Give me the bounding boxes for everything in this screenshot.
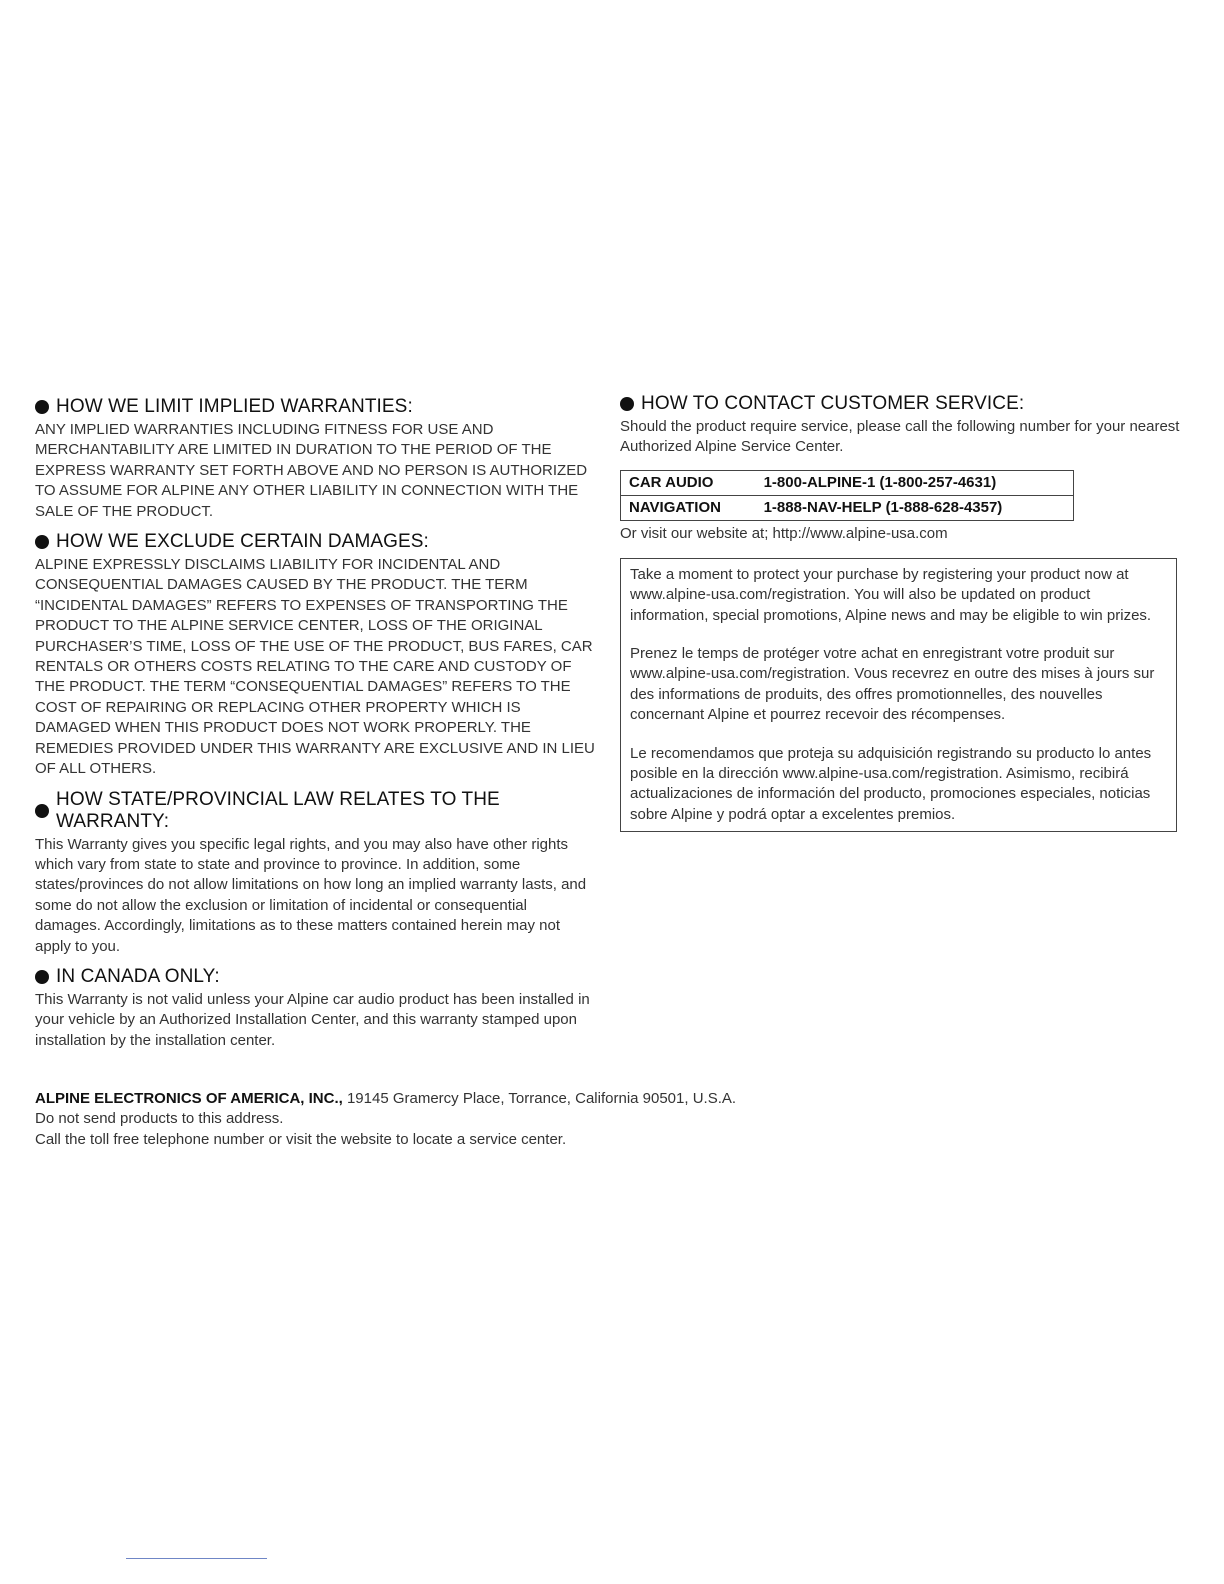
registration-spanish: Le recomendamos que proteja su adquisición registrando su producto lo antes posible en la dirección www.alpine-usa.com/registration. Asimismo, recibirá actualizaciones de información del producto, promociones especiales, noticias sobre Alpine y podrá optar a excelentes premios. — [630, 744, 1152, 823]
section-heading — [620, 393, 1180, 415]
canada-only-body: This Warranty is not valid unless your Alpine car audio product has been installed in your vehicle by an Authorized Installation Center, and this warranty stamped upon installation by the installation center. — [35, 990, 590, 1049]
contact-label: NAVIGATION — [621, 495, 756, 520]
footer — [35, 1089, 935, 1150]
registration-english: Take a moment to protect your purchase by registering your product now at www.alpine-usa.com/registration. You will also be updated on product information, special promotions, Alpine news and may be eligible to win prizes. — [630, 565, 1152, 624]
contact-number: 1-888-NAV-HELP (1-888-628-4357) — [756, 495, 1074, 520]
footer-note: Do not send products to this address. — [35, 1110, 284, 1128]
bullet-icon — [620, 397, 634, 411]
right-column — [620, 393, 1180, 832]
state-law-body: This Warranty gives you specific legal rights, and you may also have other rights which vary from state to state and province to province. In addition, some states/provinces do not allow limitations on how long an implied warranty lasts, and some do not allow the exclusion or limitation of incidental or consequential damages. Accordingly, limitations as to these matters contained herein may not apply to you. — [35, 835, 587, 955]
bullet-icon — [35, 970, 49, 984]
contact-number: 1-800-ALPINE-1 (1-800-257-4631) — [763, 474, 997, 492]
section-heading — [35, 396, 595, 418]
implied-warranties-heading: HOW WE LIMIT IMPLIED WARRANTIES: — [56, 396, 413, 417]
customer-service-intro: Should the product require service, please call the following number for your nearest Authorized Alpine Service Center. — [620, 418, 1180, 456]
contact-table — [620, 470, 1074, 521]
company-name: ALPINE ELECTRONICS OF AMERICA, INC., — [35, 1090, 343, 1107]
customer-service-heading: HOW TO CONTACT CUSTOMER SERVICE: — [641, 393, 1025, 414]
canada-only-heading: IN CANADA ONLY: — [56, 965, 220, 987]
section-heading — [35, 789, 595, 833]
section-heading — [35, 531, 595, 553]
footer-address-line — [35, 1089, 935, 1109]
bullet-icon — [35, 535, 49, 549]
exclude-damages-body: ALPINE EXPRESSLY DISCLAIMS LIABILITY FOR INCIDENTAL AND CONSEQUENTIAL DAMAGES CAUSED BY THE PRODUCT. THE TERM “INCIDENTAL DAMAGES” REFERS TO EXPENSES OF TRANSPORTING THE PRODUCT TO THE ALPINE SERVICE CENTER, LOSS OF THE ORIGINAL PURCHASER’S TIME, LOSS OF THE USE OF THE PRODUCT, BUS FARES, CAR RENTALS OR OTHERS COSTS RELATING TO THE CARE AND CUSTODY OF THE PRODUCT. THE TERM “CONSEQUENTIAL DAMAGES” REFERS TO THE COST OF REPAIRING OR REPLACING OTHER PROPERTY WHICH IS DAMAGED WHEN THIS PRODUCT DOES NOT WORK PROPERLY. THE REMEDIES PROVIDED UNDER THIS WARRANTY ARE EXCLUSIVE AND IN LIEU OF ALL OTHERS. — [35, 556, 595, 778]
table-row — [621, 495, 1074, 520]
contact-label: CAR AUDIO — [629, 474, 714, 492]
implied-warranties-body: ANY IMPLIED WARRANTIES INCLUDING FITNESS FOR USE AND MERCHANTABILITY ARE LIMITED IN DURATION TO THE PERIOD OF THE EXPRESS WARRANTY SET FORTH ABOVE AND NO PERSON IS AUTHORIZED TO ASSUME FOR ALPINE ANY OTHER LIABILITY IN CONNECTION WITH THE SALE OF THE PRODUCT. — [35, 421, 588, 520]
section-heading — [35, 966, 595, 988]
registration-box — [620, 558, 1177, 832]
footer-note: Call the toll free telephone number or visit the website to locate a service center. — [35, 1130, 567, 1148]
website-line: Or visit our website at; http://www.alpine-usa.com — [620, 524, 948, 542]
company-address: 19145 Gramercy Place, Torrance, California 90501, U.S.A. — [342, 1090, 737, 1107]
bullet-icon — [35, 400, 49, 414]
bottom-divider — [126, 1558, 267, 1559]
registration-french: Prenez le temps de protéger votre achat en enregistrant votre produit sur www.alpine-usa.com/registration. Vous recevrez en outre des mises à jours sur des informations de produits, des offres promotionnelles, des nouvelles concernant Alpine et pourrez recevoir des récompenses. — [630, 645, 1155, 724]
table-row — [621, 470, 1074, 495]
state-law-heading: HOW STATE/PROVINCIAL LAW RELATES TO THE WARRANTY: — [56, 788, 500, 832]
exclude-damages-heading: HOW WE EXCLUDE CERTAIN DAMAGES: — [56, 531, 429, 553]
left-column — [35, 396, 595, 1060]
bullet-icon — [35, 804, 49, 818]
